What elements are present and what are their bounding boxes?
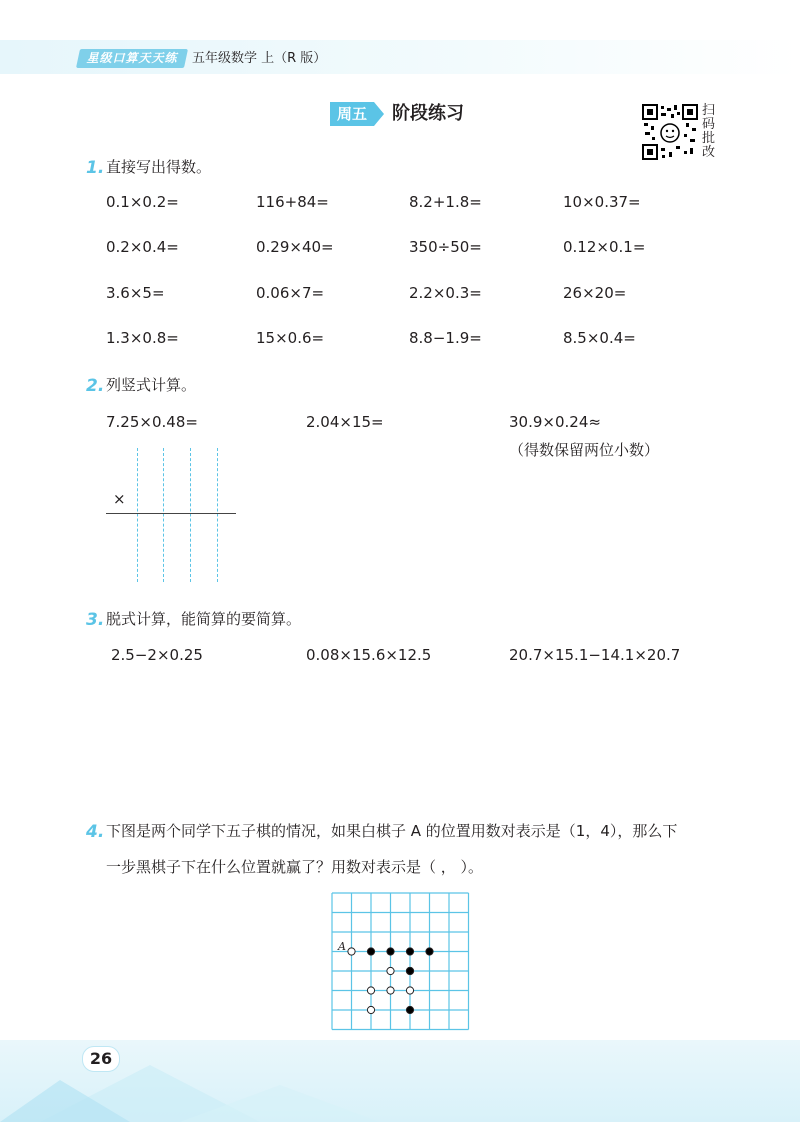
day-tag: 周五: [330, 102, 374, 126]
footer-decoration: [0, 1040, 800, 1122]
column-guide: [217, 448, 218, 582]
q4-number: 4.: [86, 822, 105, 842]
vertical-calc-line: [106, 513, 236, 514]
label-a: A: [338, 940, 346, 953]
q1-item: 0.2×0.4=: [106, 238, 179, 256]
q1-instruction: 直接写出得数。: [106, 158, 212, 176]
black-stone: [387, 948, 394, 955]
q2-item: 2.04×15=: [306, 413, 384, 431]
column-guide: [163, 448, 164, 582]
qr-code-icon[interactable]: [642, 104, 698, 160]
black-stone: [406, 1006, 413, 1013]
black-stone: [406, 948, 413, 955]
q3-item: 2.5−2×0.25: [111, 646, 203, 664]
q1-item: 350÷50=: [409, 238, 482, 256]
white-stone: [406, 987, 413, 994]
q2-item: 30.9×0.24≈: [509, 413, 601, 431]
q1-item: 8.8−1.9=: [409, 329, 482, 347]
black-stone: [406, 967, 413, 974]
q1-item: 3.6×5=: [106, 284, 165, 302]
q3-number: 3.: [86, 610, 105, 630]
q1-item: 0.29×40=: [256, 238, 334, 256]
q1-item: 10×0.37=: [563, 193, 641, 211]
q1-item: 26×20=: [563, 284, 627, 302]
q1-item: 1.3×0.8=: [106, 329, 179, 347]
q2-number: 2.: [86, 376, 105, 396]
column-guide: [137, 448, 138, 582]
q2-instruction: 列竖式计算。: [106, 376, 197, 394]
gomoku-board: [330, 891, 470, 1036]
q1-item: 116+84=: [256, 193, 329, 211]
q3-instruction: 脱式计算，能简算的要简算。: [106, 610, 302, 628]
multiply-sign: ×: [113, 490, 126, 508]
scan-to-grade-label: 扫码批改: [702, 103, 716, 160]
q1-item: 0.1×0.2=: [106, 193, 179, 211]
white-stone: [387, 967, 394, 974]
page-number: 26: [82, 1046, 120, 1072]
white-stone: [387, 987, 394, 994]
black-stone: [426, 948, 433, 955]
q1-item: 2.2×0.3=: [409, 284, 482, 302]
white-stone: [367, 1006, 374, 1013]
q1-item: 8.5×0.4=: [563, 329, 636, 347]
subject-label: 五年级数学 上（R 版）: [192, 51, 327, 66]
brand-badge: [76, 49, 188, 68]
q2-item: 7.25×0.48=: [106, 413, 198, 431]
brand-label: 星级口算天天练: [86, 51, 178, 65]
q3-item: 0.08×15.6×12.5: [306, 646, 432, 664]
q1-item: 0.12×0.1=: [563, 238, 646, 256]
column-guide: [190, 448, 191, 582]
q2-rounding-note: （得数保留两位小数）: [509, 441, 660, 459]
q1-item: 15×0.6=: [256, 329, 325, 347]
black-stone: [367, 948, 374, 955]
q4-text-line1: 下图是两个同学下五子棋的情况，如果白棋子 A 的位置用数对表示是（1，4），那么下: [106, 822, 678, 840]
q4-text-line2: 一步黑棋子下在什么位置就赢了？用数对表示是（ ， ）。: [106, 858, 484, 876]
page-title: 阶段练习: [392, 103, 464, 124]
white-stone: [348, 948, 355, 955]
white-stone: [367, 987, 374, 994]
q3-item: 20.7×15.1−14.1×20.7: [509, 646, 681, 664]
q1-item: 0.06×7=: [256, 284, 325, 302]
q1-item: 8.2+1.8=: [409, 193, 482, 211]
q1-number: 1.: [86, 158, 105, 178]
